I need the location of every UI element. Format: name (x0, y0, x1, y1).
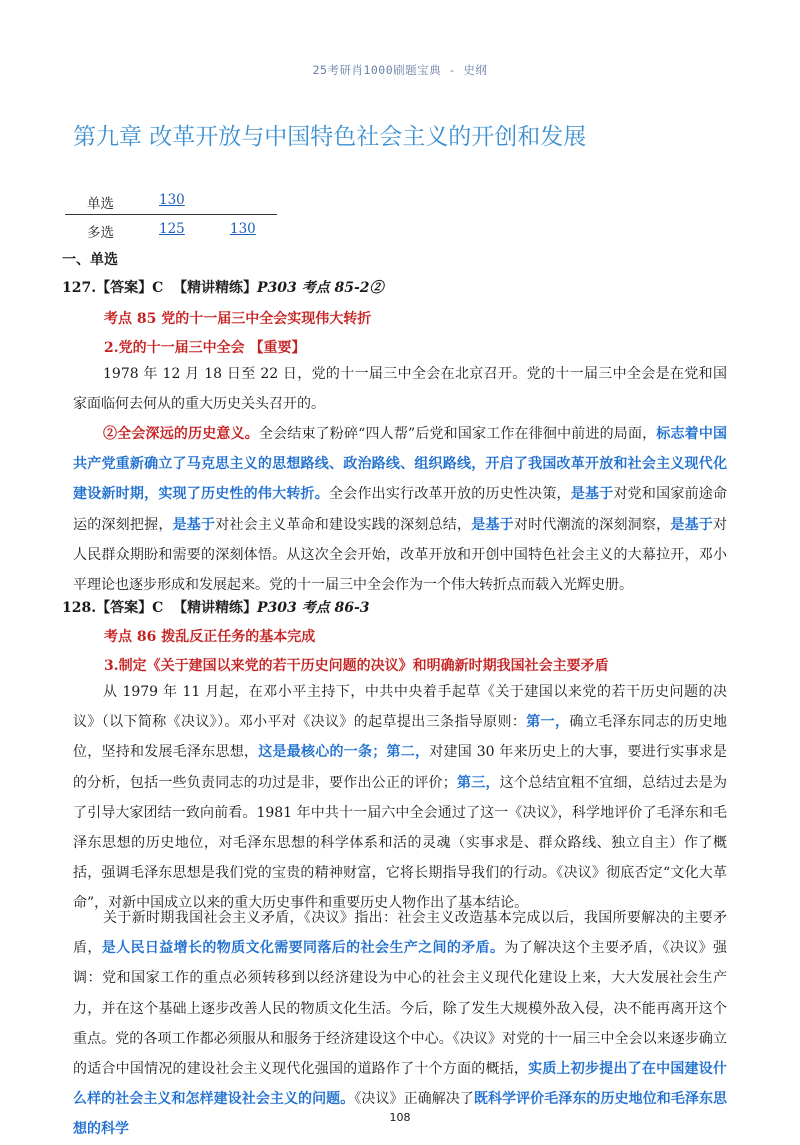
running-header: 25考研肖1000刷题宝典 - 史纲 (312, 63, 488, 77)
importance-tag: 【重要】 (249, 340, 306, 356)
text: 为了解决这个主要矛盾，《决议》强调：党和国家工作的重点必须转移到以经济建设为中心的社会主义现代化建设上来，大大发展社会生产力，并在这个基础上逐步改善人民的物质文化生活。今后，除了发生大规模外敌入侵，决不能再离开这个重点。党的各项工作都必须服从和服务于经济建设这个中心。《决议》对党的十一届三中全会以来逐步确立的适合中国情况的建设社会主义现代化强国的道路作了十个方面的概括， (73, 940, 728, 1078)
question-number: 128. (62, 600, 97, 616)
index-row-label: 多选 (87, 225, 114, 241)
text: 对人民群众期盼和需要的深刻体悟。从这次全会开始，改革开放和开创中国特色社会主义的大幕拉开，邓小平理论也逐步形成和发展起来。党的十一届三中全会作为一个伟大转折点而载入光辉史册。 (73, 516, 728, 594)
page-link[interactable]: 125 (159, 221, 185, 237)
paragraph (73, 419, 727, 600)
highlight-blue: 第一， (526, 714, 570, 731)
index-row-label: 单选 (87, 196, 114, 212)
sub-title (104, 337, 306, 357)
sub-title-text: 2.党的十一届三中全会 (104, 340, 245, 356)
page-link[interactable]: 130 (159, 192, 185, 208)
ref-text: P303 考点 86-3 (257, 600, 370, 616)
answer-value: C (152, 600, 164, 616)
highlight-blue: 第三， (456, 774, 500, 791)
text: 全会作出实行改革开放的历史性决策， (329, 486, 571, 503)
answer-value: C (152, 280, 164, 296)
question-128-header (62, 597, 370, 617)
paragraph: 1978 年 12 月 18 日至 22 日，党的十一届三中全会在北京召开。党的十一届三中全会是在党和国家面临何去何从的重大历史关头召开的。 (73, 366, 727, 413)
sub-title: 3.制定《关于建国以来党的若干历史问题的决议》和明确新时期我国社会主要矛盾 (104, 658, 609, 674)
highlight-red: ②全会深远的历史意义。 (103, 426, 259, 442)
paragraph (73, 677, 727, 919)
text: 对建国 30 年来历史上的大事，要进行实事求是的分析，包括一些负责同志的功过是非，要作出公正的评价； (73, 744, 728, 791)
text: 对时代潮流的深刻洞察， (513, 516, 671, 533)
text: 从 1979 年 11 月起，在邓小平主持下，中共中央着手起草《关于建国以来党的若干历史问题的决议》（以下简称《决议》）。邓小平对《决议》的起草提出三条指导原则： (73, 684, 727, 731)
knowledge-point-title: 考点 86 拨乱反正任务的基本完成 (104, 629, 316, 645)
text: 关于新时期我国社会主义矛盾，《决议》指出：社会主义改造基本完成以后，我国所要解决的主要矛盾， (73, 910, 727, 957)
ref-label: 【精讲精练】 (173, 600, 258, 616)
highlight-blue: 这是最核心的一条；第二， (258, 744, 430, 761)
index-row-multi (65, 215, 277, 243)
ref-text: P303 考点 85-2② (257, 280, 384, 296)
answer-label: 【答案】 (96, 280, 153, 296)
text: 《决议》正确解决了 (354, 1091, 474, 1108)
answer-index-table (65, 186, 277, 243)
page-link[interactable]: 130 (230, 221, 256, 237)
chapter-title: 第九章 改革开放与中国特色社会主义的开创和发展 (73, 124, 587, 150)
text: 全会结束了粉碎“四人帮”后党和国家工作在徘徊中前进的局面， (258, 426, 657, 442)
knowledge-point-title: 考点 85 党的十一届三中全会实现伟大转折 (104, 311, 372, 327)
highlight-blue: 实质上初步提出了在中国建设什么样的社会主义和怎样建设社会主义的问题。 (73, 1061, 727, 1108)
answer-label: 【答案】 (96, 600, 153, 616)
highlight-blue: 是基于 (172, 516, 216, 533)
highlight-blue: 是人民日益增长的物质文化需要同落后的社会生产之间的矛盾。 (101, 940, 505, 957)
highlight-blue: 是基于 (471, 516, 514, 533)
text: 对社会主义革命和建设实践的深刻总结， (215, 516, 472, 533)
section-heading: 一、单选 (62, 252, 118, 268)
paragraph (73, 903, 727, 1145)
text: 确立毛泽东同志的历史地位，坚持和发展毛泽东思想， (73, 714, 728, 761)
text: 对党和国家前途命运的深刻把握， (73, 486, 728, 533)
question-number: 127. (62, 280, 97, 296)
ref-label: 【精讲精练】 (173, 280, 258, 296)
index-row-single (65, 186, 277, 215)
question-127-header (62, 277, 384, 297)
highlight-blue: 是基于 (670, 516, 714, 533)
highlight-blue: 是基于 (570, 486, 614, 503)
highlight-blue: 既科学评价毛泽东的历史地位和毛泽东思想的科学 (73, 1091, 728, 1138)
highlight-blue: 标志着中国共产党重新确立了马克思主义的思想路线、政治路线、组织路线，开启了我国改革开放和社会主义现代化建设新时期，实现了历史性的伟大转折。 (73, 426, 727, 503)
page-number: 108 (389, 1111, 411, 1124)
text: 这个总结宜粗不宜细，总结过去是为了引导大家团结一致向前看。1981 年中共十一届六中全会通过了这一《决议》，科学地评价了毛泽东和毛泽东思想的历史地位，对毛泽东思想的科学体系和活的灵魂（实事求是、群众路线、独立自主）作了概括，强调毛泽东思想是我们党的宝贵的精神财富，它将长期指导我们的行动。《决议》彻底否定“文化大革命”，对新中国成立以来的重大历史事件和重要历史人物作出了基本结论。 (73, 774, 728, 912)
